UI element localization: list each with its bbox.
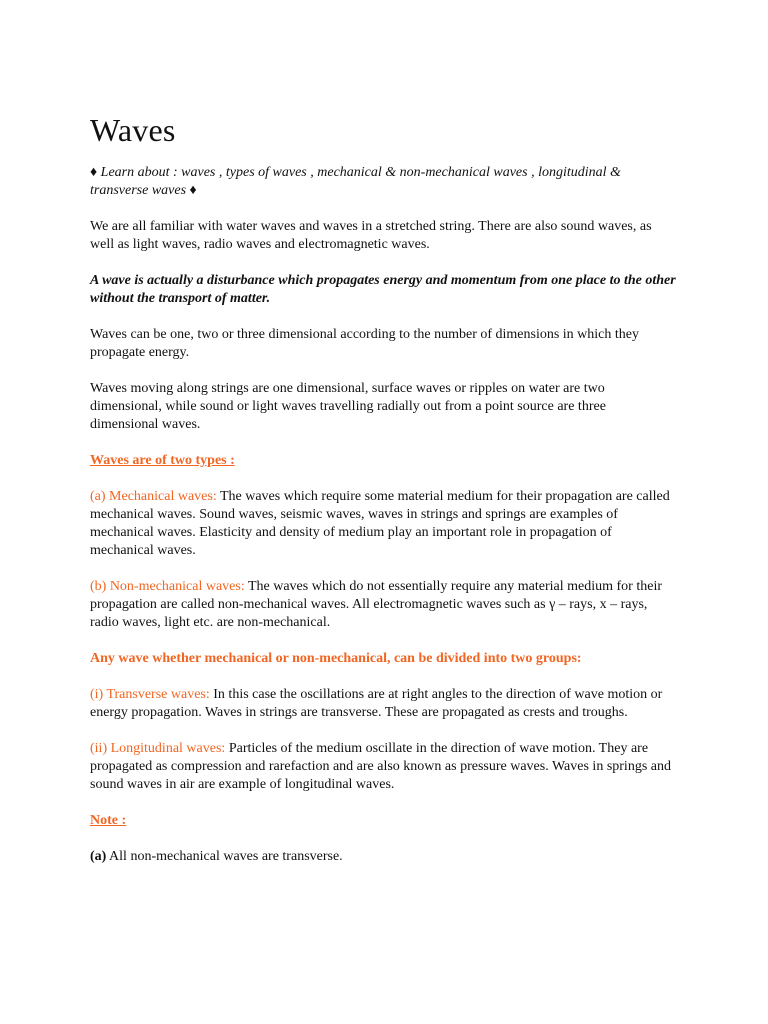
paragraph-dimension-examples: Waves moving along strings are one dimensional, surface waves or ripples on water are two dimensional, while sound or light waves travelling radially out from a point source are three dimensional waves. xyxy=(90,381,606,432)
paragraph-familiar-waves: We are all familiar with water waves and waves in a stretched string. There are also sound waves, as well as light waves, radio waves and electromagnetic waves. xyxy=(90,219,652,252)
longitudinal-waves-paragraph xyxy=(90,740,676,794)
non-mechanical-waves-text: The waves which do not essentially require any material medium for their propagation are called non-mechanical waves. All electromagnetic waves such as γ – rays, x – rays, radio waves, light etc. are non-mechanical. xyxy=(90,579,662,630)
paragraph-dimensions: Waves can be one, two or three dimensional according to the number of dimensions in which they propagate energy. xyxy=(90,327,640,360)
non-mechanical-waves-label: (b) Non-mechanical waves: xyxy=(90,579,245,594)
mechanical-waves-paragraph xyxy=(90,488,676,560)
transverse-waves-text: In this case the oscillations are at right angles to the direction of wave motion or energy propagation. Waves in strings are transverse. These are propagated as crests and troughs. xyxy=(90,687,663,720)
intro-text: Learn about : waves , types of waves , mechanical & non-mechanical waves , longitudinal & transverse waves xyxy=(90,165,621,198)
transverse-waves-label: (i) Transverse waves: xyxy=(90,687,210,702)
note-a-paragraph xyxy=(90,848,676,866)
page-title: Waves xyxy=(90,112,176,148)
note-a-label: (a) xyxy=(90,849,107,864)
types-heading-text: Waves are of two types : xyxy=(90,453,235,468)
wave-definition: A wave is actually a disturbance which propagates energy and momentum from one place to the other without the transport of matter. xyxy=(90,273,676,306)
non-mechanical-waves-paragraph xyxy=(90,578,676,632)
longitudinal-waves-text: Particles of the medium oscillate in the direction of wave motion. They are propagated as compression and rarefaction and are also known as pressure waves. Waves in springs and sound waves in air are example of longitudinal waves. xyxy=(90,741,671,792)
types-heading xyxy=(90,452,676,470)
mechanical-waves-text: The waves which require some material medium for their propagation are called mechanical waves. Sound waves, seismic waves, waves in strings and springs are examples of mechanical waves. Elasticity and density of medium play an important role in propagation of mechanical waves. xyxy=(90,489,670,558)
transverse-waves-paragraph xyxy=(90,686,676,722)
note-a-text: All non-mechanical waves are transverse. xyxy=(106,849,343,864)
groups-heading: Any wave whether mechanical or non-mechanical, can be divided into two groups: xyxy=(90,651,582,666)
intro-summary xyxy=(90,164,676,200)
diamond-icon: ♦ xyxy=(189,183,197,198)
note-heading xyxy=(90,812,676,830)
longitudinal-waves-label: (ii) Longitudinal waves: xyxy=(90,741,226,756)
mechanical-waves-label: (a) Mechanical waves: xyxy=(90,489,217,504)
note-heading-text: Note : xyxy=(90,813,127,828)
diamond-icon: ♦ xyxy=(90,165,98,180)
